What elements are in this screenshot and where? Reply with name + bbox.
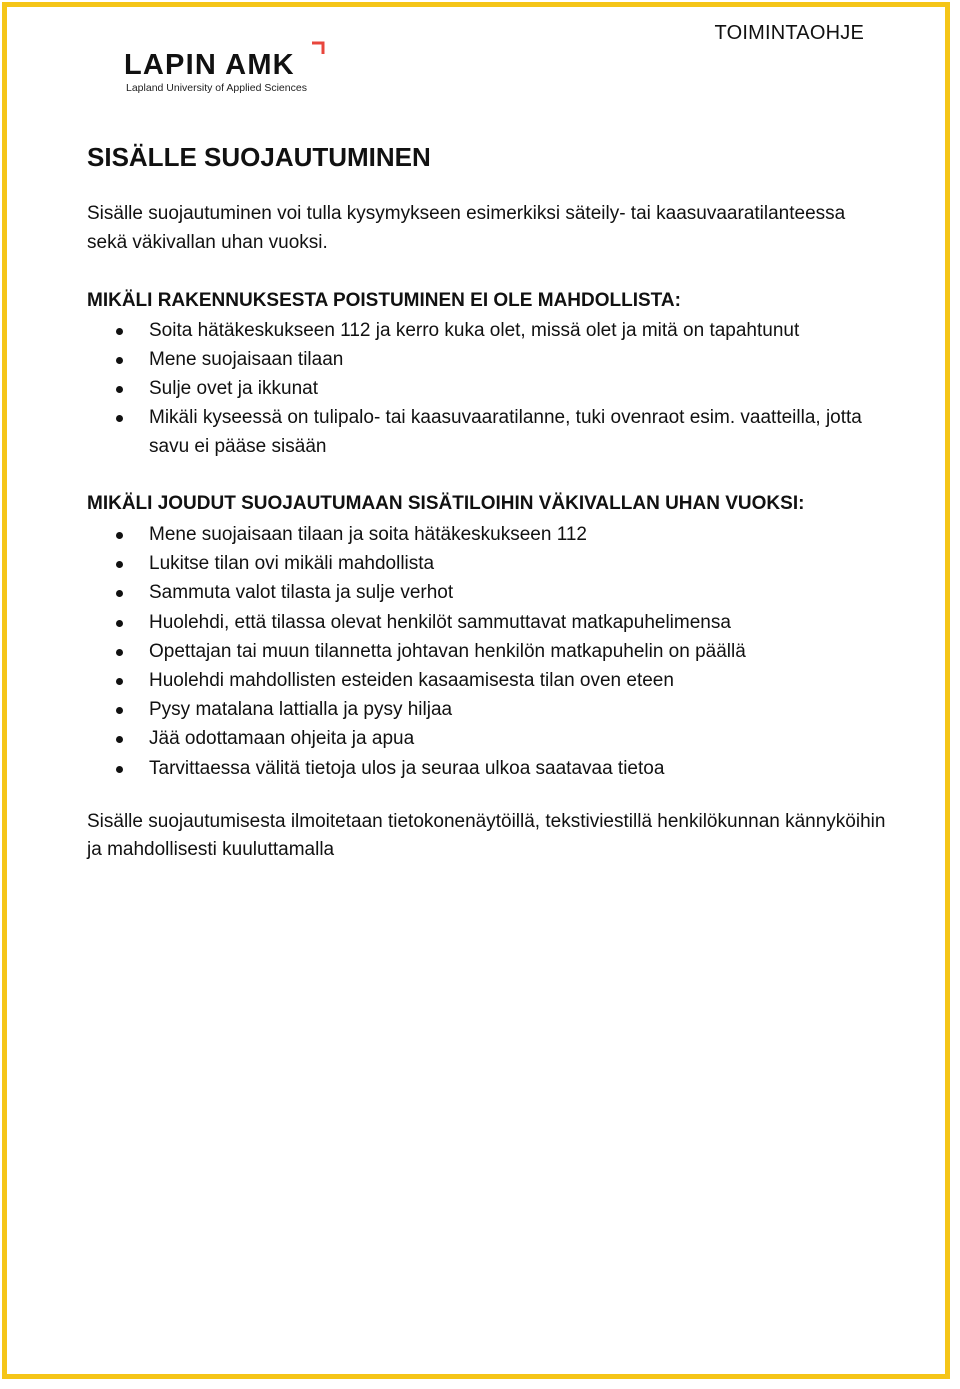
bullet-icon: [116, 532, 123, 539]
list-item-text: Soita hätäkeskukseen 112 ja kerro kuka olet, missä olet ja mitä on tapahtunut: [149, 319, 800, 341]
list-item-text: Mene suojaisaan tilaan ja soita hätäkeskukseen 112: [149, 524, 587, 546]
list-item-text: Huolehdi, että tilassa olevat henkilöt sammuttavat matkapuhelimensa: [149, 611, 731, 633]
section-heading-evacuation-impossible: MIKÄLI RAKENNUKSESTA POISTUMINEN EI OLE MAHDOLLISTA:: [87, 290, 681, 311]
list-item: [87, 578, 887, 607]
list-item-text: Mene suojaisaan tilaan: [149, 348, 344, 370]
instruction-list-violence-threat: [87, 520, 887, 783]
list-item-text: Opettajan tai muun tilannetta johtavan henkilön matkapuhelin on päällä: [149, 640, 746, 662]
document-type-label: TOIMINTAOHJE: [714, 22, 864, 44]
list-item: [87, 549, 887, 578]
document-body: [87, 140, 887, 865]
instruction-list-evacuation-impossible: [87, 316, 887, 462]
list-item: [87, 608, 887, 637]
bullet-icon: [116, 561, 123, 568]
list-item-text: Sulje ovet ja ikkunat: [149, 377, 318, 399]
bullet-icon: [116, 386, 123, 393]
page-title: SISÄLLE SUOJAUTUMINEN: [87, 142, 431, 172]
list-item-text: Jää odottamaan ohjeita ja apua: [149, 728, 415, 750]
logo-wordmark: LAPIN AMK: [124, 49, 295, 81]
list-item-text: Sammuta valot tilasta ja sulje verhot: [149, 582, 454, 604]
bullet-icon: [116, 707, 123, 714]
list-item-text: Lukitse tilan ovi mikäli mahdollista: [149, 553, 435, 575]
list-item-text: Mikäli kyseessä on tulipalo- tai kaasuvaaratilanne, tuki ovenraot esim. vaatteilla, jotta savu ei pääse sisään: [149, 407, 862, 458]
list-item: [87, 754, 887, 783]
intro-paragraph: Sisälle suojautuminen voi tulla kysymykseen esimerkiksi säteily- tai kaasuvaaratilanteessa sekä väkivallan uhan vuoksi.: [87, 203, 846, 253]
list-item-text: Pysy matalana lattialla ja pysy hiljaa: [149, 699, 453, 721]
list-item: [87, 316, 887, 345]
bullet-icon: [116, 620, 123, 627]
section-heading-violence-threat: MIKÄLI JOUDUT SUOJAUTUMAAN SISÄTILOIHIN VÄKIVALLAN UHAN VUOKSI:: [87, 492, 805, 514]
list-item-text: Huolehdi mahdollisten esteiden kasaamisesta tilan oven eteen: [149, 670, 674, 692]
list-item: [87, 345, 887, 374]
bullet-icon: [116, 357, 123, 364]
list-item: [87, 637, 887, 666]
bullet-icon: [116, 649, 123, 656]
list-item: [87, 695, 887, 724]
logo-corner-mark-icon: [310, 40, 326, 56]
bullet-icon: [116, 678, 123, 685]
bullet-icon: [116, 766, 123, 773]
bullet-icon: [116, 328, 123, 335]
closing-paragraph: Sisälle suojautumisesta ilmoitetaan tietokonenäytöillä, tekstiviestillä henkilökunnan kännyköihin ja mahdollisesti kuuluttamalla: [87, 810, 886, 861]
bullet-icon: [116, 590, 123, 597]
lapin-amk-logo: [124, 38, 334, 98]
list-item: [87, 403, 887, 461]
list-item: [87, 724, 887, 753]
bullet-icon: [116, 415, 123, 422]
logo-subtitle: Lapland University of Applied Sciences: [126, 82, 307, 94]
bullet-icon: [116, 736, 123, 743]
list-item: [87, 374, 887, 403]
list-item: [87, 520, 887, 549]
list-item-text: Tarvittaessa välitä tietoja ulos ja seuraa ulkoa saatavaa tietoa: [149, 757, 665, 779]
list-item: [87, 666, 887, 695]
